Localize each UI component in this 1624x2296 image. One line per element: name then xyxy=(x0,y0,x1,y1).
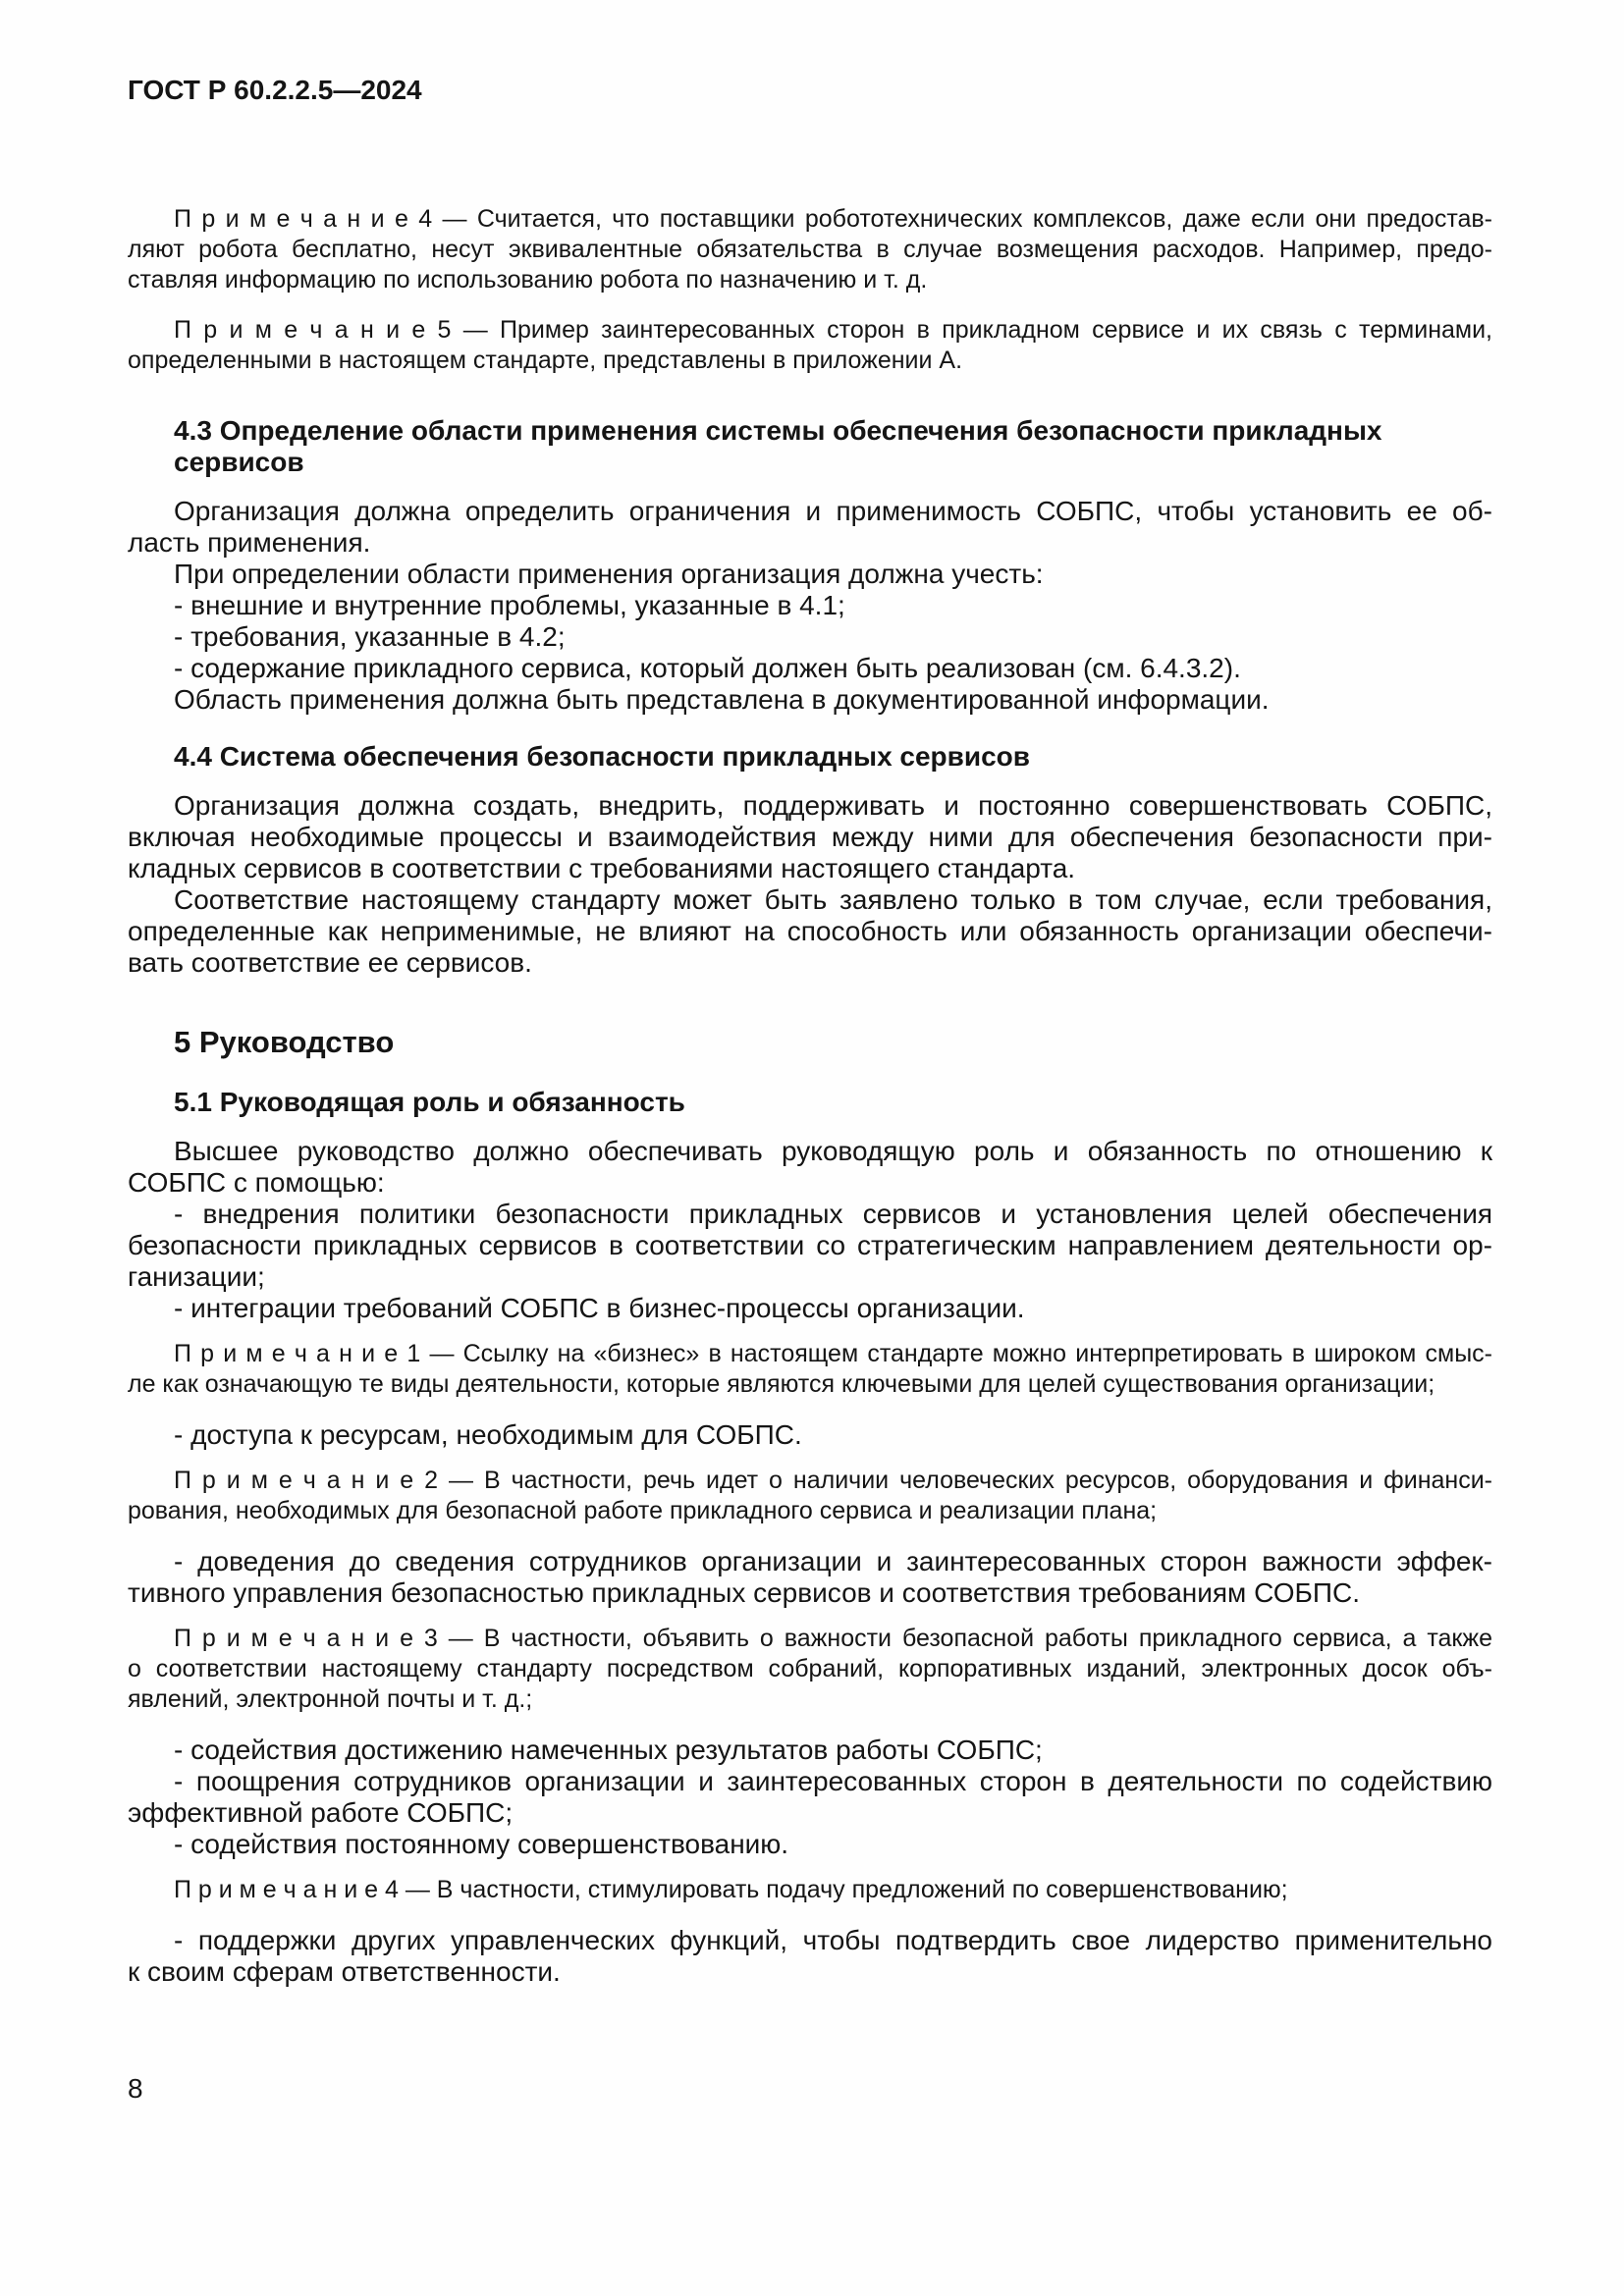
page-number: 8 xyxy=(128,2073,143,2104)
list-item-resources-access: - доступа к ресурсам, необходимым для СОБПС. xyxy=(174,1419,802,1450)
list-item-integration: - интеграции требований СОБПС в бизнес-процессы организации. xyxy=(174,1293,1025,1323)
note-4-leadership: П р и м е ч а н и е 4 — В частности, стимулировать подачу предложений по совершенствованию; xyxy=(174,1876,1288,1903)
heading-4-3: 4.3 Определение области применения системы обеспечения безопасности прикладных сервисов xyxy=(174,415,1382,477)
note-1: П р и м е ч а н и е 1 — Ссылку на «бизнес» в настоящем стандарте можно интерпретировать в широком смыс- ле как означающую те виды деятельности, которые являются ключевыми для целей существования организации; xyxy=(128,1340,1492,1398)
paragraph-top-management: Высшее руководство должно обеспечивать руководящую роль и обязанность по отношению к СОБПС с помощью: xyxy=(128,1136,1492,1198)
paragraph-conformance: Соответствие настоящему стандарту может быть заявлено только в том случае, если требования, определенные как неприменимые, не влияют на способность или обязанность организации обеспечи- вать соответствие ее сервисов. xyxy=(128,884,1492,978)
page-content xyxy=(128,75,1492,1988)
list-item-external-internal-problems: - внешние и внутренние проблемы, указанные в 4.1; xyxy=(174,590,845,620)
note-4: П р и м е ч а н и е 4 — Считается, что поставщики робототехнических комплексов, даже если они предостав- ляют робота бесплатно, несут эквивалентные обязательства в случае возмещения расходов. Например, предо- ставляя информацию по использованию робота по назначению и т. д. xyxy=(128,205,1492,294)
paragraph-scope-definition: Организация должна определить ограничения и применимость СОБПС, чтобы установить ее об- ласть применения. xyxy=(128,496,1492,558)
heading-5: 5 Руководство xyxy=(174,1025,395,1059)
paragraph-scope-consider: При определении области применения организация должна учесть: xyxy=(174,559,1044,589)
list-item-communication: - доведения до сведения сотрудников организации и заинтересованных сторон важности эффек- тивного управления безопасностью прикладных сервисов и соответствия требованиям СОБПС. xyxy=(128,1546,1492,1608)
note-2: П р и м е ч а н и е 2 — В частности, речь идет о наличии человеческих ресурсов, оборудования и финанси- рования, необходимых для безопасной работе прикладного сервиса и реализации плана; xyxy=(128,1467,1492,1524)
list-item-continual-improvement: - содействия постоянному совершенствованию. xyxy=(174,1829,789,1859)
note-5: П р и м е ч а н и е 5 — Пример заинтересованных сторон в прикладном сервисе и их связь с терминами, определенными в настоящем стандарте, представлены в приложении А. xyxy=(128,316,1492,374)
document-code-header: ГОСТ Р 60.2.2.5—2024 xyxy=(128,75,422,105)
list-item-promote-results: - содействия достижению намеченных результатов работы СОБПС; xyxy=(174,1735,1043,1765)
note-3: П р и м е ч а н и е 3 — В частности, объявить о важности безопасной работы прикладного сервиса, а также о соответствии настоящему стандарту посредством собраний, корпоративных изданий, электронных досок объ- явлений, электронной почты и т. д.; xyxy=(128,1625,1492,1713)
heading-5-1: 5.1 Руководящая роль и обязанность xyxy=(174,1087,685,1117)
list-item-encourage-staff: - поощрения сотрудников организации и заинтересованных сторон в деятельности по содействию эффективной работе СОБПС; xyxy=(128,1766,1492,1828)
list-item-policy-implementation: - внедрения политики безопасности прикладных сервисов и установления целей обеспечения безопасности прикладных сервисов в соответствии со стратегическим направлением деятельности ор- ганизации; xyxy=(128,1199,1492,1292)
list-item-requirements-4-2: - требования, указанные в 4.2; xyxy=(174,621,566,652)
list-item-service-content: - содержание прикладного сервиса, который должен быть реализован (см. 6.4.3.2). xyxy=(174,653,1241,683)
paragraph-scope-documented: Область применения должна быть представлена в документированной информации. xyxy=(174,684,1270,715)
heading-4-4: 4.4 Система обеспечения безопасности прикладных сервисов xyxy=(174,741,1030,772)
list-item-support-other-roles: - поддержки других управленческих функций, чтобы подтвердить свое лидерство применительно к своим сферам ответственности. xyxy=(128,1925,1492,1987)
paragraph-sobps-create: Организация должна создать, внедрить, поддерживать и постоянно совершенствовать СОБПС, включая необходимые процессы и взаимодействия между ними для обеспечения безопасности при- кладных сервисов в соответствии с требованиями настоящего стандарта. xyxy=(128,790,1492,883)
